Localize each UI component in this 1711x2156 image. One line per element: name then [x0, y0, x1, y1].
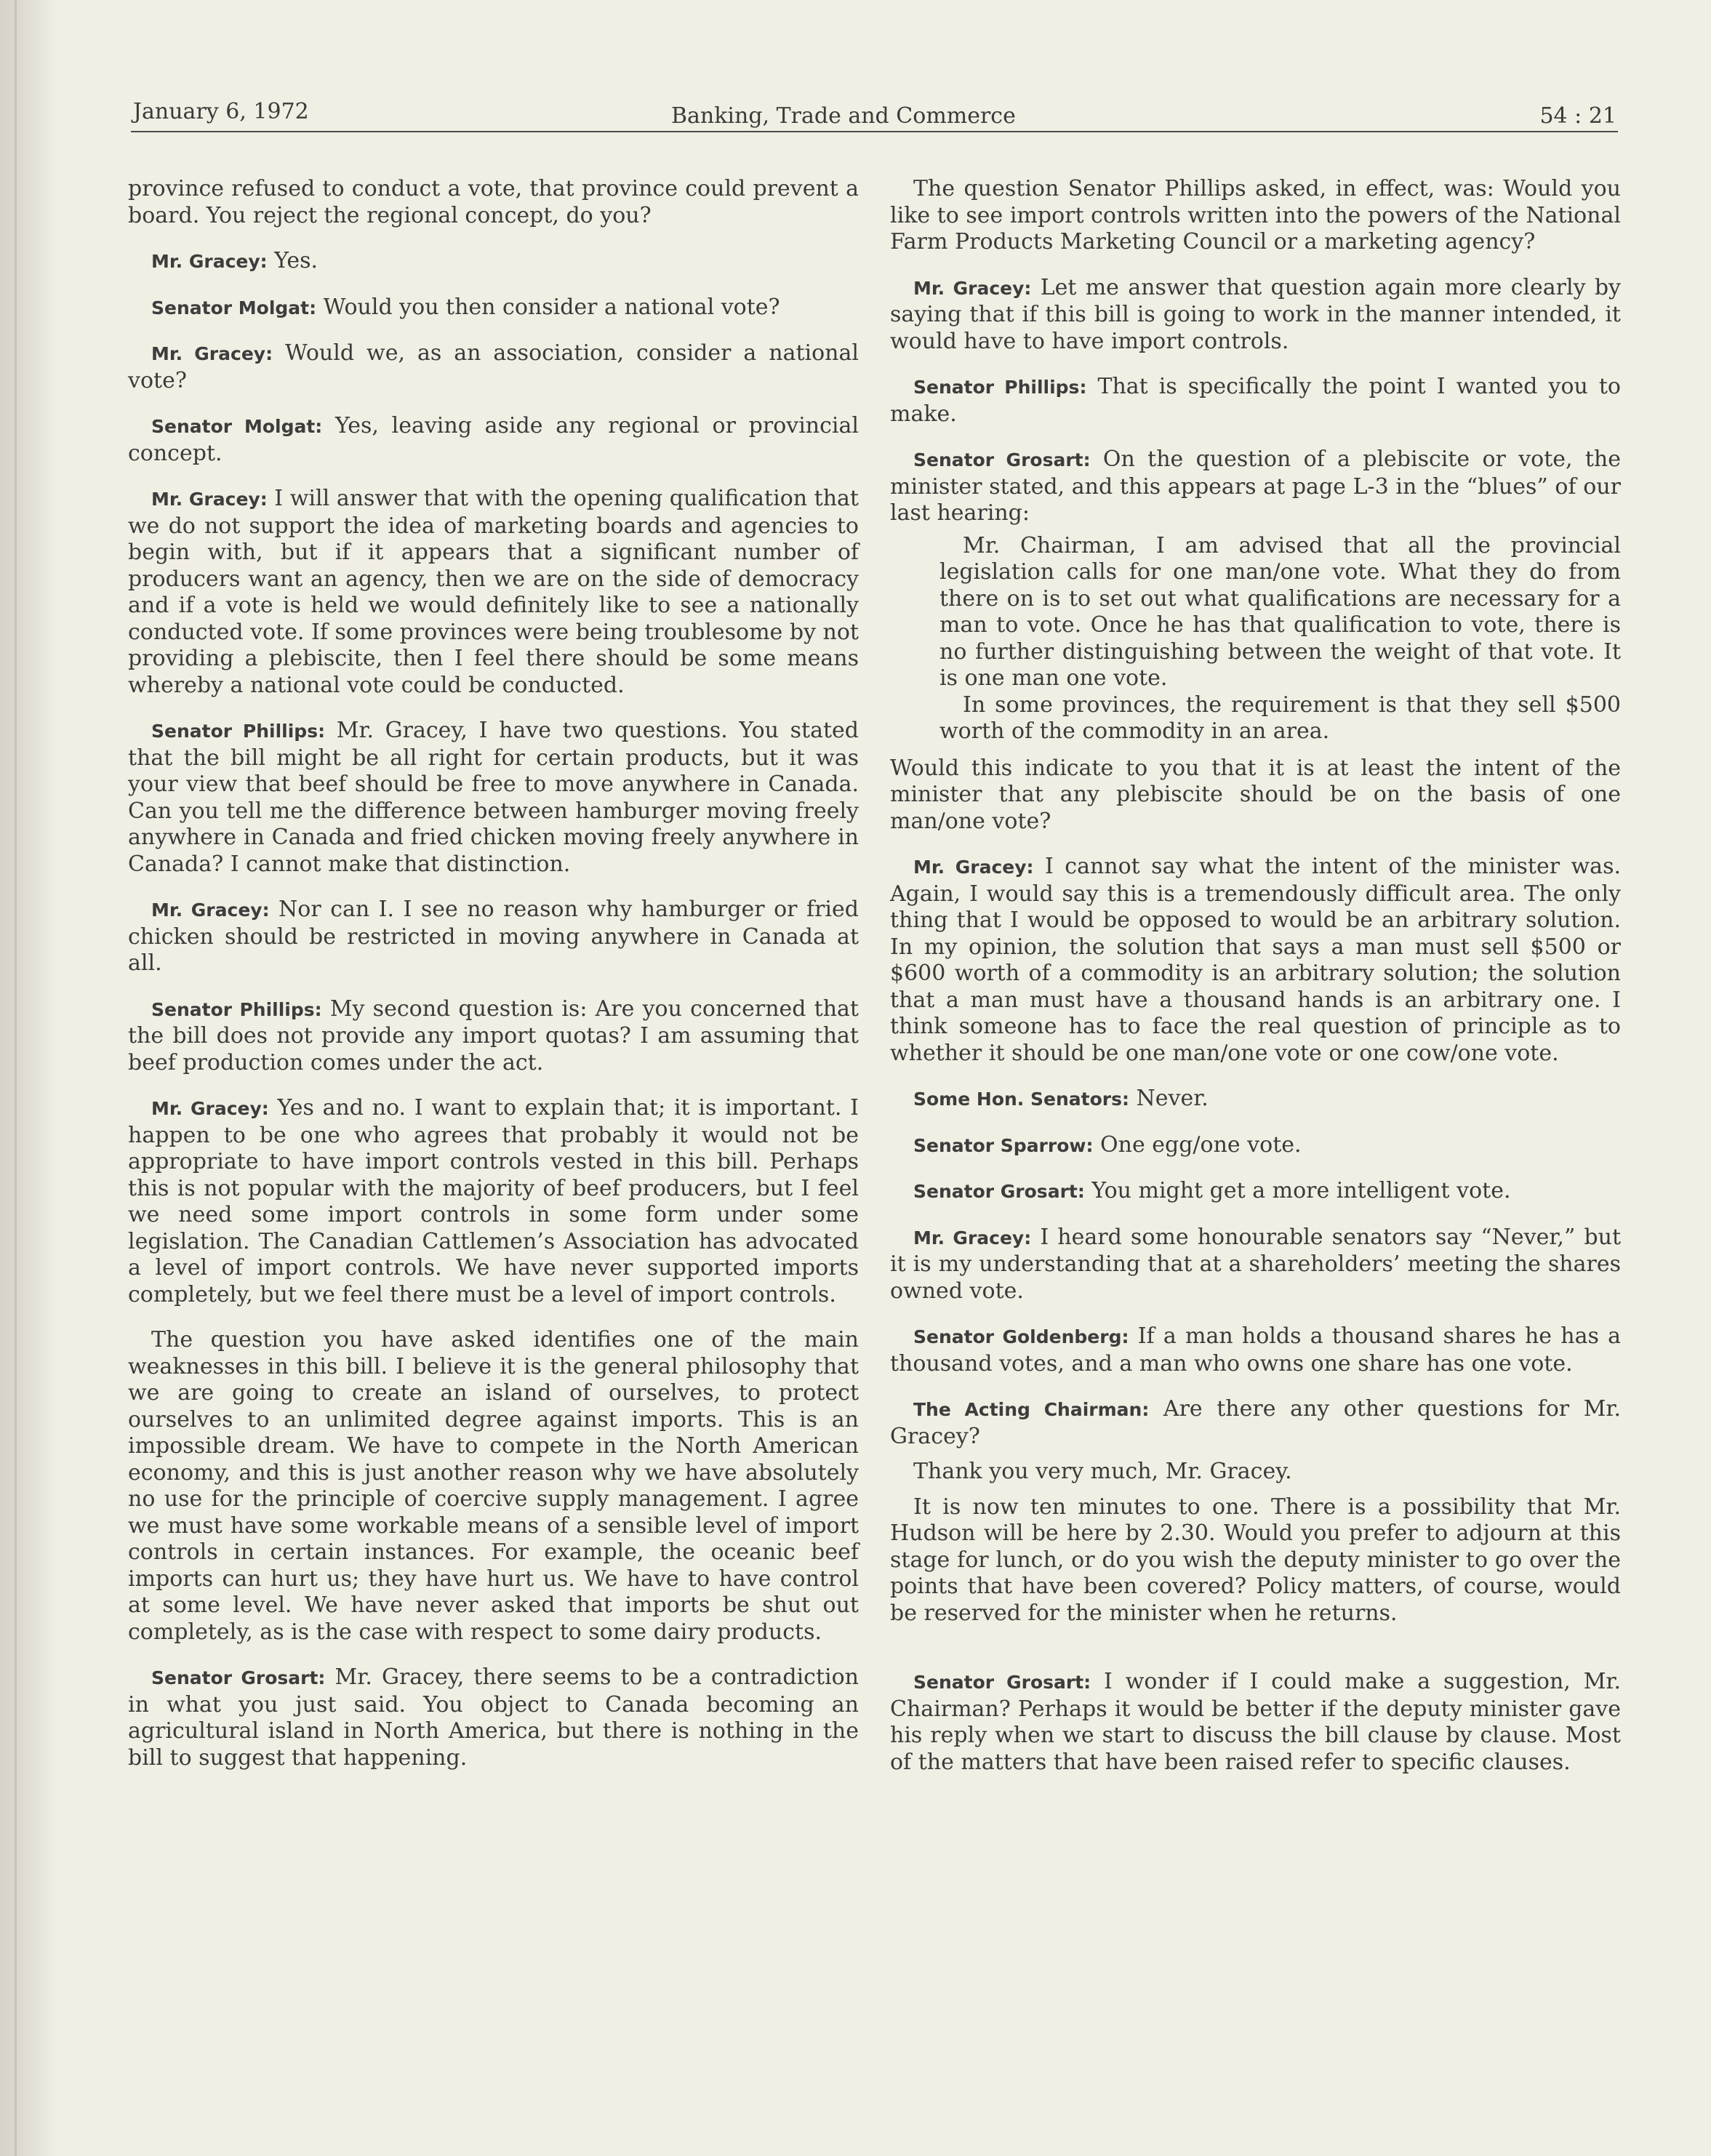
- speaker-name: Senator Grosart:: [913, 1181, 1085, 1202]
- paragraph-question-summary: The question Senator Phillips asked, in effect, was: Would you like to see import controls written into the powers of the National Farm Products Marketing Council or a marketing agency?: [890, 176, 1621, 255]
- speaker-name: Mr. Gracey:: [913, 277, 1032, 299]
- speech-senators: Some Hon. Senators: Never.: [913, 1086, 1209, 1111]
- paragraph-after-quote: Would this indicate to you that it is at least the intent of the minister that any plebiscite should be on the basis of one man/one vote?: [890, 755, 1621, 834]
- speaker-name: Senator Grosart:: [151, 1667, 326, 1688]
- page-header: [133, 95, 1616, 129]
- left-column: [128, 176, 859, 1790]
- speech-phillips-3: Senator Phillips: That is specifically the point I wanted you to make.: [890, 374, 1621, 427]
- book-spine-shadow: [0, 0, 57, 2156]
- speech-gracey-1: Mr. Gracey: Yes.: [151, 248, 318, 273]
- speech-goldenberg: Senator Goldenberg: If a man holds a thousand shares he has a thousand votes, and a man who owns one share has one vote.: [890, 1323, 1621, 1376]
- speaker-name: Senator Molgat:: [151, 297, 317, 318]
- speaker-name: Senator Sparrow:: [913, 1134, 1094, 1156]
- speaker-name: Mr. Gracey:: [151, 343, 273, 364]
- speaker-name: Mr. Gracey:: [151, 251, 268, 272]
- chairman-thanks: Thank you very much, Mr. Gracey.: [913, 1459, 1292, 1484]
- speech-grosart-3: Senator Grosart: You might get a more intelligent vote.: [913, 1178, 1511, 1203]
- speech-acting-chairman: The Acting Chairman: Are there any other questions for Mr. Gracey?: [890, 1396, 1621, 1449]
- speech-gracey-5: Mr. Gracey: Yes and no. I want to explain that; it is important. I happen to be one who agrees that probably it would not be appropriate to have import controls vested in this bill. Perhaps this is not popular with the majority of beef producers, but I feel we need some import controls in some form under some legislation. The Canadian Cattlemen’s Association has advocated a level of import controls. We have never supported imports completely, but we feel there must be a level of import controls.: [128, 1095, 859, 1307]
- speech-molgat-1: Senator Molgat: Would you then consider a national vote?: [151, 294, 780, 320]
- speaker-name: The Acting Chairman:: [913, 1399, 1150, 1420]
- speech-gracey-6: Mr. Gracey: Let me answer that question again more clearly by saying that if this bill is going to work in the manner intended, it would have to have import controls.: [890, 274, 1621, 354]
- header-date: January 6, 1972: [133, 99, 309, 124]
- speech-molgat-2: Senator Molgat: Yes, leaving aside any regional or provincial concept.: [128, 413, 859, 466]
- quote-paragraph-1: Mr. Chairman, I am advised that all the provincial legislation calls for one man/one vote. What they do from there on is to set out what qualifications are necessary for a man to vote. Once he has that qualification to vote, there is no further distinguishing between the weight of that vote. It is one man one vote.: [939, 532, 1621, 691]
- right-column: [890, 176, 1621, 1795]
- speaker-name: Senator Molgat:: [151, 416, 323, 437]
- speaker-name: Senator Goldenberg:: [913, 1326, 1129, 1347]
- speech-gracey-4: Mr. Gracey: Nor can I. I see no reason why hamburger or fried chicken should be restricted in moving anywhere in Canada at all.: [128, 897, 859, 976]
- speech-grosart-4: Senator Grosart: I wonder if I could make a suggestion, Mr. Chairman? Perhaps it would be better if the deputy minister gave his reply when we start to discuss the bill clause by clause. Most of the matters that have been raised refer to specific clauses.: [890, 1669, 1621, 1775]
- speech-gracey-7: Mr. Gracey: I cannot say what the intent of the minister was. Again, I would say this is a tremendously difficult area. The only thing that I would be opposed to would be an arbitrary solution. In my opinion, the solution that says a man must sell $500 or $600 worth of a commodity is an arbitrary solution; the solution that a man must have a thousand hands is an arbitrary one. I think someone has to face the real question of principle as to whether it should be one man/one vote or one cow/one vote.: [890, 854, 1621, 1066]
- speaker-name: Senator Grosart:: [913, 1672, 1091, 1693]
- speaker-name: Mr. Gracey:: [151, 1098, 269, 1119]
- speech-gracey-8: Mr. Gracey: I heard some honourable senators say “Never,” but it is my understanding that at a shareholders’ meeting the shares owned vote.: [890, 1224, 1621, 1304]
- speaker-name: Mr. Gracey:: [913, 1227, 1032, 1249]
- speech-sparrow: Senator Sparrow: One egg/one vote.: [913, 1131, 1302, 1158]
- speaker-name: Senator Phillips:: [913, 377, 1087, 398]
- paragraph-continued: province refused to conduct a vote, that province could prevent a board. You reject the regional concept, do you?: [128, 176, 859, 228]
- header-rule: [131, 131, 1618, 132]
- speaker-name: Mr. Gracey:: [151, 899, 270, 921]
- header-page-number: 54 : 21: [1539, 103, 1616, 129]
- speaker-name: Mr. Gracey:: [151, 489, 268, 510]
- quote-paragraph-2: In some provinces, the requirement is that they sell $500 worth of the commodity in an area.: [939, 692, 1621, 744]
- speaker-name: Some Hon. Senators:: [913, 1089, 1129, 1110]
- speech-grosart-1: Senator Grosart: Mr. Gracey, there seems to be a contradiction in what you just said. You object to Canada becoming an agricultural island in North America, but there is nothing in the bill to suggest that happening.: [128, 1664, 859, 1771]
- speech-gracey-5-continued: The question you have asked identifies one of the main weaknesses in this bill. I believe it is the general philosophy that we are going to create an island of ourselves, to protect ourselves to an unlimited degree against imports. This is an impossible dream. We have to compete in the North American economy, and this is just another reason why we have absolutely no use for the principle of coercive supply management. I agree we must have some workable means of a sensible level of import controls in certain instances. For example, the oceanic beef imports can hurt us; they have hurt us. We have to have control at some level. We have never asked that imports be shut out completely, as is the case with respect to some dairy products.: [128, 1327, 859, 1645]
- block-quote: [939, 533, 1621, 745]
- chairman-adjourn: It is now ten minutes to one. There is a possibility that Mr. Hudson will be here by 2.30. Would you prefer to adjourn at this stage for lunch, or do you wish the deputy minister to go over the points that have been covered? Policy matters, of course, would be reserved for the minister when he returns.: [890, 1494, 1621, 1626]
- speaker-name: Senator Grosart:: [913, 449, 1091, 470]
- speech-phillips-1: Senator Phillips: Mr. Gracey, I have two questions. You stated that the bill might be all right for certain products, but it was your view that beef should be free to move anywhere in Canada. Can you tell me the difference between hamburger moving freely anywhere in Canada and fried chicken moving freely anywhere in Canada? I cannot make that distinction.: [128, 718, 859, 877]
- binding-edge: [15, 0, 17, 2156]
- speaker-name: Senator Phillips:: [151, 998, 322, 1020]
- header-title: Banking, Trade and Commerce: [671, 103, 1016, 129]
- speech-gracey-3: Mr. Gracey: I will answer that with the opening qualification that we do not support the idea of marketing boards and agencies to begin with, but if it appears that a significant number of producers want an agency, then we are on the side of democracy and if a vote is held we would definitely like to see a nationally conducted vote. If some provinces were being troublesome by not providing a plebiscite, then I feel there should be some means whereby a national vote could be conducted.: [128, 486, 859, 698]
- speech-gracey-2: Mr. Gracey: Would we, as an association, consider a national vote?: [128, 340, 859, 393]
- speech-phillips-2: Senator Phillips: My second question is: Are you concerned that the bill does not provide any import quotas? I am assuming that beef production comes under the act.: [128, 995, 859, 1075]
- speech-grosart-2: Senator Grosart: On the question of a plebiscite or vote, the minister stated, and this appears at page L-3 in the “blues” of our last hearing:: [890, 446, 1621, 526]
- speaker-name: Senator Phillips:: [151, 721, 326, 742]
- speaker-name: Mr. Gracey:: [913, 857, 1034, 878]
